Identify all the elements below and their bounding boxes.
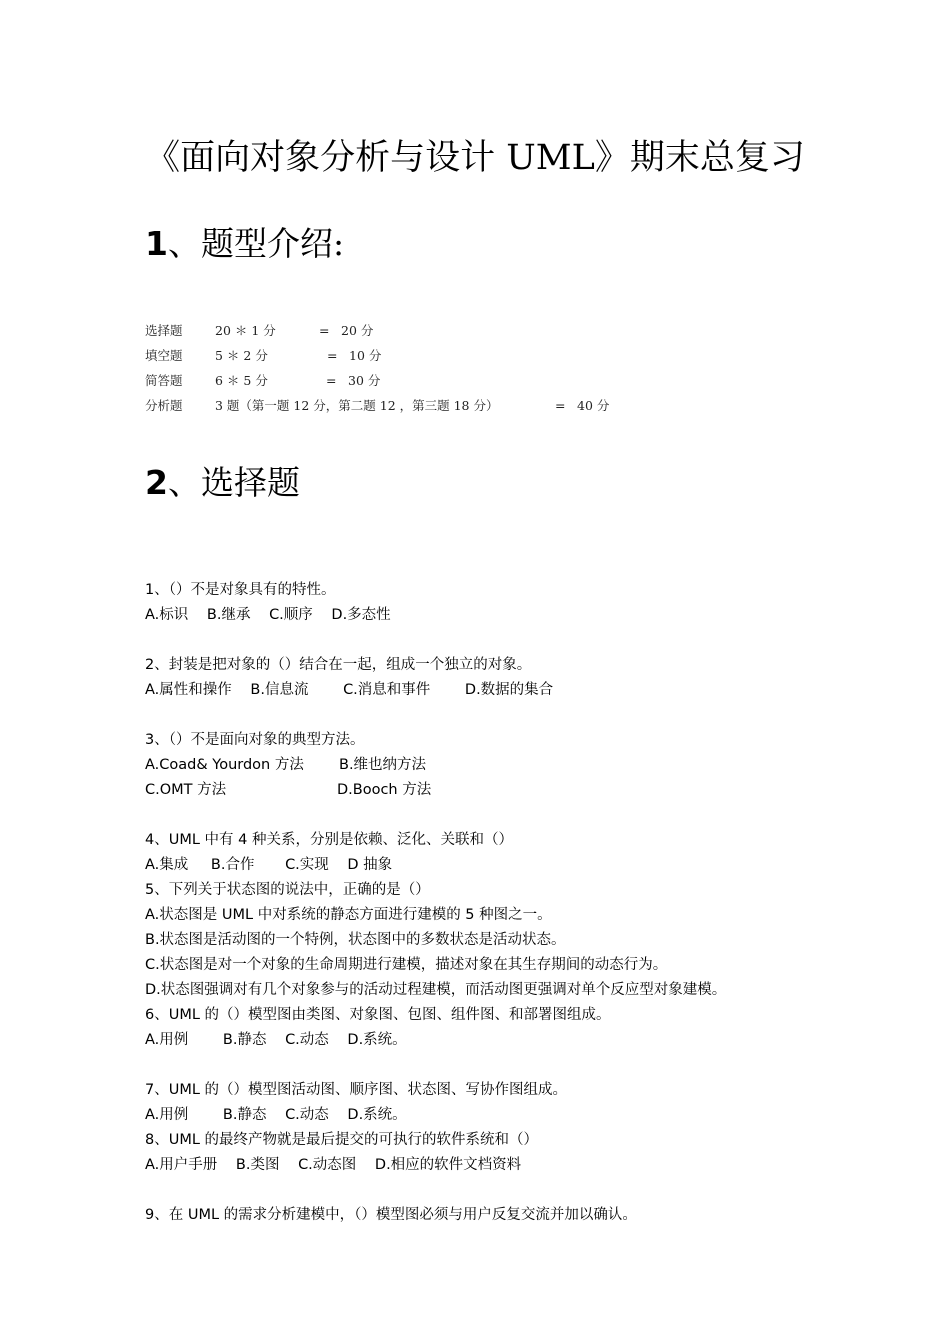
option: A.集成: [145, 857, 189, 873]
option: C.动态: [285, 1107, 329, 1123]
question-stem: 7、UML 的（）模型图活动图、顺序图、状态图、写协作图组成。: [145, 1082, 568, 1098]
option: B.信息流: [250, 682, 309, 698]
score-row: [145, 393, 845, 418]
option: B.维也纳方法: [339, 757, 427, 773]
option: A.用例: [145, 1107, 189, 1123]
score-table: [145, 318, 845, 418]
option: B.静态: [222, 1032, 267, 1048]
question-type: 分析题: [145, 398, 183, 413]
option: C.OMT 方法: [145, 782, 227, 798]
option: D.状态图强调对有几个对象参与的活动过程建模，而活动图更强调对单个反应型对象建模。: [145, 982, 727, 998]
option: C.顺序: [269, 607, 313, 623]
question-options: [145, 778, 865, 803]
option: A.状态图是 UML 中对系统的静态方面进行建模的 5 种图之一。: [145, 907, 552, 923]
section-heading-question-types: [145, 223, 344, 265]
equals-sign: =: [555, 398, 566, 413]
option: B.类图: [235, 1157, 280, 1173]
option: C.动态图: [298, 1157, 357, 1173]
question-list: [145, 578, 865, 1228]
score-formula: 6 ＊ 5 分: [215, 373, 268, 388]
question-stem: 4、UML 中有 4 种关系，分别是依赖、泛化、关联和（）: [145, 832, 513, 848]
section-title: 、选择题: [167, 463, 300, 502]
score-total: 30 分: [348, 373, 381, 388]
option: B.继承: [206, 607, 251, 623]
score-total: 20 分: [341, 323, 374, 338]
question-options: [145, 1103, 865, 1128]
score-formula: 5 ＊ 2 分: [215, 348, 268, 363]
option: D.Booch 方法: [337, 782, 432, 798]
option: B.合作: [210, 857, 255, 873]
question-options: [145, 1153, 865, 1178]
score-row: [145, 318, 845, 343]
option: D.系统。: [347, 1107, 407, 1123]
question-options: [145, 853, 865, 878]
equals-sign: =: [319, 323, 330, 338]
equals-sign: =: [327, 348, 338, 363]
question-options: [145, 753, 865, 778]
question-stem: 9、在 UML 的需求分析建模中，（）模型图必须与用户反复交流并加以确认。: [145, 1207, 637, 1223]
question-stem: 3、（）不是面向对象的典型方法。: [145, 732, 365, 748]
option: D.数据的集合: [464, 682, 554, 698]
option: B.状态图是活动图的一个特例，状态图中的多数状态是活动状态。: [145, 932, 566, 948]
question-type: 简答题: [145, 373, 183, 388]
question-stem: 8、UML 的最终产物就是最后提交的可执行的软件系统和（）: [145, 1132, 539, 1148]
option: A.用例: [145, 1032, 189, 1048]
score-total: 10 分: [349, 348, 382, 363]
section-heading-multiple-choice: [145, 462, 300, 504]
option: A.属性和操作: [145, 682, 232, 698]
question-type: 选择题: [145, 323, 183, 338]
question-stem: 6、UML 的（）模型图由类图、对象图、包图、组件图、和部署图组成。: [145, 1007, 611, 1023]
score-row: [145, 368, 845, 393]
question-stem: 2、封装是把对象的（）结合在一起，组成一个独立的对象。: [145, 657, 532, 673]
question-stem: 5、下列关于状态图的说法中，正确的是（）: [145, 882, 430, 898]
option: A.Coad& Yourdon 方法: [145, 757, 304, 773]
option: C.消息和事件: [343, 682, 431, 698]
section-number: 2: [145, 463, 168, 502]
option: A.用户手册: [145, 1157, 218, 1173]
option: C.动态: [285, 1032, 329, 1048]
question-stem: 1、（）不是对象具有的特性。: [145, 582, 336, 598]
option: D.多态性: [331, 607, 391, 623]
score-formula: 3 题（第一题 12 分，第二题 12 ，第三题 18 分）: [215, 398, 499, 413]
document-title: 《面向对象分析与设计 UML》期末总复习: [145, 138, 805, 178]
score-row: [145, 343, 845, 368]
option: D.相应的软件文档资料: [374, 1157, 522, 1173]
option: D 抽象: [347, 857, 393, 873]
option: C.状态图是对一个对象的生命周期进行建模，描述对象在其生存期间的动态行为。: [145, 957, 668, 973]
option: A.标识: [145, 607, 189, 623]
question-options: [145, 603, 865, 628]
score-formula: 20 ＊ 1 分: [215, 323, 276, 338]
section-number: 1: [145, 224, 168, 263]
option: C.实现: [285, 857, 329, 873]
option: D.系统。: [347, 1032, 407, 1048]
question-type: 填空题: [145, 348, 183, 363]
section-title: 、题型介绍:: [167, 224, 345, 263]
option: B.静态: [222, 1107, 267, 1123]
equals-sign: =: [326, 373, 337, 388]
score-total: 40 分: [577, 398, 610, 413]
question-options: [145, 1028, 865, 1053]
question-options: [145, 678, 865, 703]
